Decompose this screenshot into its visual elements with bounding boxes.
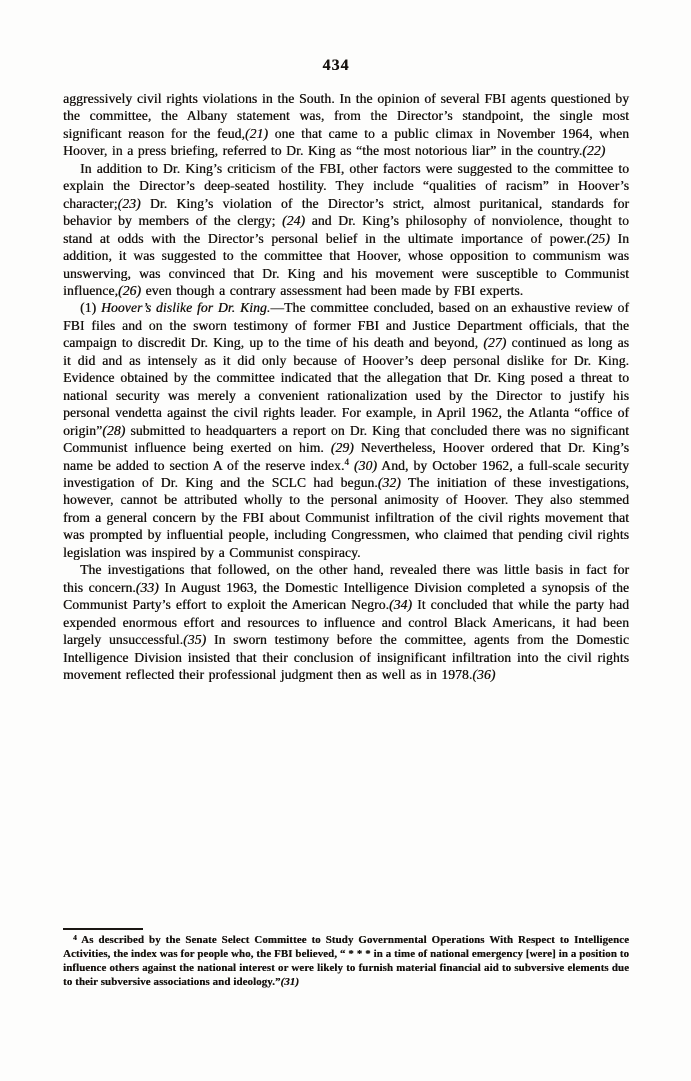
footnote-text: $^4$ As described by the Senate Select Committee to Study Governmental Operations With Respect to Intelligence Activities, the index was for people who, the FBI believed, “ * * * in a time of national emergency [were] in a position to influence others against the national interest or were likely to furnish material financial aid to subversive elements due to their subversive associations and ideology.”(31) [63,933,629,988]
footnote [63,934,629,990]
body-text [63,90,629,683]
page-number: 434 [322,57,350,74]
paragraph: aggressively civil rights violations in the South. In the opinion of several FBI agents questioned by the committee, the Albany statement was, from the Director’s standpoint, the single most significant reason for the feud,(21) one that came to a public climax in November 1964, when Hoover, in a press briefing, referred to Dr. King as “the most notorious liar” in the country.(22) [63,91,629,159]
paragraph: The investigations that followed, on the other hand, revealed there was little basis in fact for this concern.(33) In August 1963, the Domestic Intelligence Division completed a synopsis of the Communist Party’s effort to exploit the American Negro.(34) It concluded that while the party had expended enormous effort and resources to influence and control Black Americans, it had been largely unsuccessful.(35) In sworn testimony before the committee, agents from the Domestic Intelligence Division insisted that their conclusion of insignificant infiltration into the civil rights movement reflected their professional judgment then as well as in 1978.(36) [63,562,629,682]
paragraph: (1) Hoover’s dislike for Dr. King.—The committee concluded, based on an exhaustive review of FBI files and on the sworn testimony of former FBI and Justice Department officials, that the campaign to discredit Dr. King, up to the time of his death and beyond, (27) continued as long as it did and as intensely as it did only because of Hoover’s deep personal dislike for Dr. King. Evidence obtained by the committee indicated that the allegation that Dr. King posed a threat to national security was merely a convenient rationalization used by the Director to justify his personal vendetta against the civil rights leader. For example, in April 1962, the Atlanta “office of origin”(28) submitted to headquarters a report on Dr. King that concluded there was no significant Communist influence being exerted on him. (29) Nevertheless, Hoover ordered that Dr. King’s name be added to section A of the reserve index.$^4$ (30) And, by October 1962, a full-scale security investigation of Dr. King and the SCLC had begun.(32) The initiation of these investigations, however, cannot be attributed wholly to the personal animosity of Hoover. They also stemmed from a general concern by the FBI about Communist infiltration of the civil rights movement that was prompted by influential people, including Congressmen, who claimed that pending civil rights legislation was inspired by a Communist conspiracy. [63,300,630,560]
footnote-separator-rule [63,928,143,930]
paragraph: In addition to Dr. King’s criticism of the FBI, other factors were suggested to the committee to explain the Director’s deep-seated hostility. They include “qualities of racism” in Hoover’s character;(23) Dr. King’s violation of the Director’s strict, almost puritanical, standards for behavior by members of the clergy; (24) and Dr. King’s philosophy of nonviolence, thought to stand at odds with the Director’s personal belief in the ultimate importance of power.(25) In addition, it was suggested to the committee that Hoover, whose opposition to communism was unswerving, was convinced that Dr. King and his movement were susceptible to Communist influence,(26) even though a contrary assessment had been made by FBI experts. [63,160,629,298]
